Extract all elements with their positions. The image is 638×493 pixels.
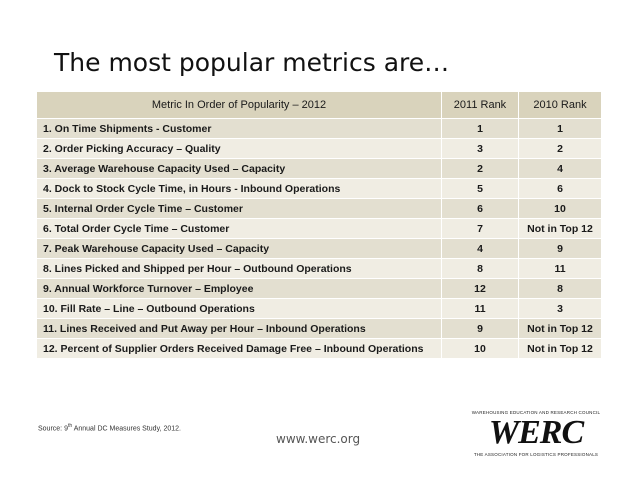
slide-title: The most popular metrics are… — [54, 48, 450, 77]
table-row — [37, 259, 602, 279]
rank-2010-cell: 10 — [519, 199, 602, 219]
source-note — [38, 423, 181, 432]
rank-2010-cell: 8 — [519, 279, 602, 299]
rank-2011-cell: 2 — [442, 159, 519, 179]
rank-2010-cell: 9 — [519, 239, 602, 259]
rank-2010-cell: 11 — [519, 259, 602, 279]
rank-2011-cell: 4 — [442, 239, 519, 259]
table-row — [37, 139, 602, 159]
metric-cell: 3. Average Warehouse Capacity Used – Capacity — [37, 159, 442, 179]
logo-mark: WERC — [488, 414, 584, 451]
metric-cell: 12. Percent of Supplier Orders Received Damage Free – Inbound Operations — [37, 339, 442, 359]
header-rank-2010: 2010 Rank — [519, 92, 602, 119]
header-metric: Metric In Order of Popularity – 2012 — [37, 92, 442, 119]
table-row — [37, 339, 602, 359]
metric-cell: 7. Peak Warehouse Capacity Used – Capacity — [37, 239, 442, 259]
rank-2011-cell: 8 — [442, 259, 519, 279]
logo-bottom-text: THE ASSOCIATION FOR LOGISTICS PROFESSIONALS — [473, 452, 599, 457]
rank-2010-cell: 4 — [519, 159, 602, 179]
source-prefix: Source: 9 — [38, 425, 68, 433]
rank-2011-cell: 5 — [442, 179, 519, 199]
werc-logo — [465, 410, 607, 460]
rank-2011-cell: 11 — [442, 299, 519, 319]
rank-2011-cell: 6 — [442, 199, 519, 219]
rank-2010-cell: 2 — [519, 139, 602, 159]
table-row — [37, 119, 602, 139]
metrics-table — [36, 91, 602, 359]
metric-cell: 9. Annual Workforce Turnover – Employee — [37, 279, 442, 299]
table-row — [37, 279, 602, 299]
table-header-row — [37, 92, 602, 119]
metric-cell: 4. Dock to Stock Cycle Time, in Hours - Inbound Operations — [37, 179, 442, 199]
metric-cell: 2. Order Picking Accuracy – Quality — [37, 139, 442, 159]
table-row — [37, 239, 602, 259]
rank-2010-cell: 3 — [519, 299, 602, 319]
metric-cell: 5. Internal Order Cycle Time – Customer — [37, 199, 442, 219]
metric-cell: 1. On Time Shipments - Customer — [37, 119, 442, 139]
metric-cell: 8. Lines Picked and Shipped per Hour – Outbound Operations — [37, 259, 442, 279]
metric-cell: 6. Total Order Cycle Time – Customer — [37, 219, 442, 239]
source-suffix: Annual DC Measures Study, 2012. — [72, 425, 181, 433]
table-row — [37, 179, 602, 199]
metric-cell: 11. Lines Received and Put Away per Hour – Inbound Operations — [37, 319, 442, 339]
rank-2010-cell: Not in Top 12 — [519, 339, 602, 359]
rank-2011-cell: 7 — [442, 219, 519, 239]
table-row — [37, 319, 602, 339]
source-sup: th — [67, 423, 73, 429]
rank-2010-cell: Not in Top 12 — [519, 219, 602, 239]
header-rank-2011: 2011 Rank — [442, 92, 519, 119]
website-url: www.werc.org — [276, 432, 361, 446]
rank-2011-cell: 10 — [442, 339, 519, 359]
rank-2011-cell: 12 — [442, 279, 519, 299]
table-row — [37, 299, 602, 319]
table-row — [37, 219, 602, 239]
logo-top-text: WAREHOUSING EDUCATION AND RESEARCH COUNCIL — [471, 410, 601, 415]
rank-2010-cell: 1 — [519, 119, 602, 139]
rank-2011-cell: 9 — [442, 319, 519, 339]
table-row — [37, 159, 602, 179]
rank-2010-cell: Not in Top 12 — [519, 319, 602, 339]
rank-2011-cell: 3 — [442, 139, 519, 159]
metric-cell: 10. Fill Rate – Line – Outbound Operations — [37, 299, 442, 319]
rank-2011-cell: 1 — [442, 119, 519, 139]
table-row — [37, 199, 602, 219]
rank-2010-cell: 6 — [519, 179, 602, 199]
